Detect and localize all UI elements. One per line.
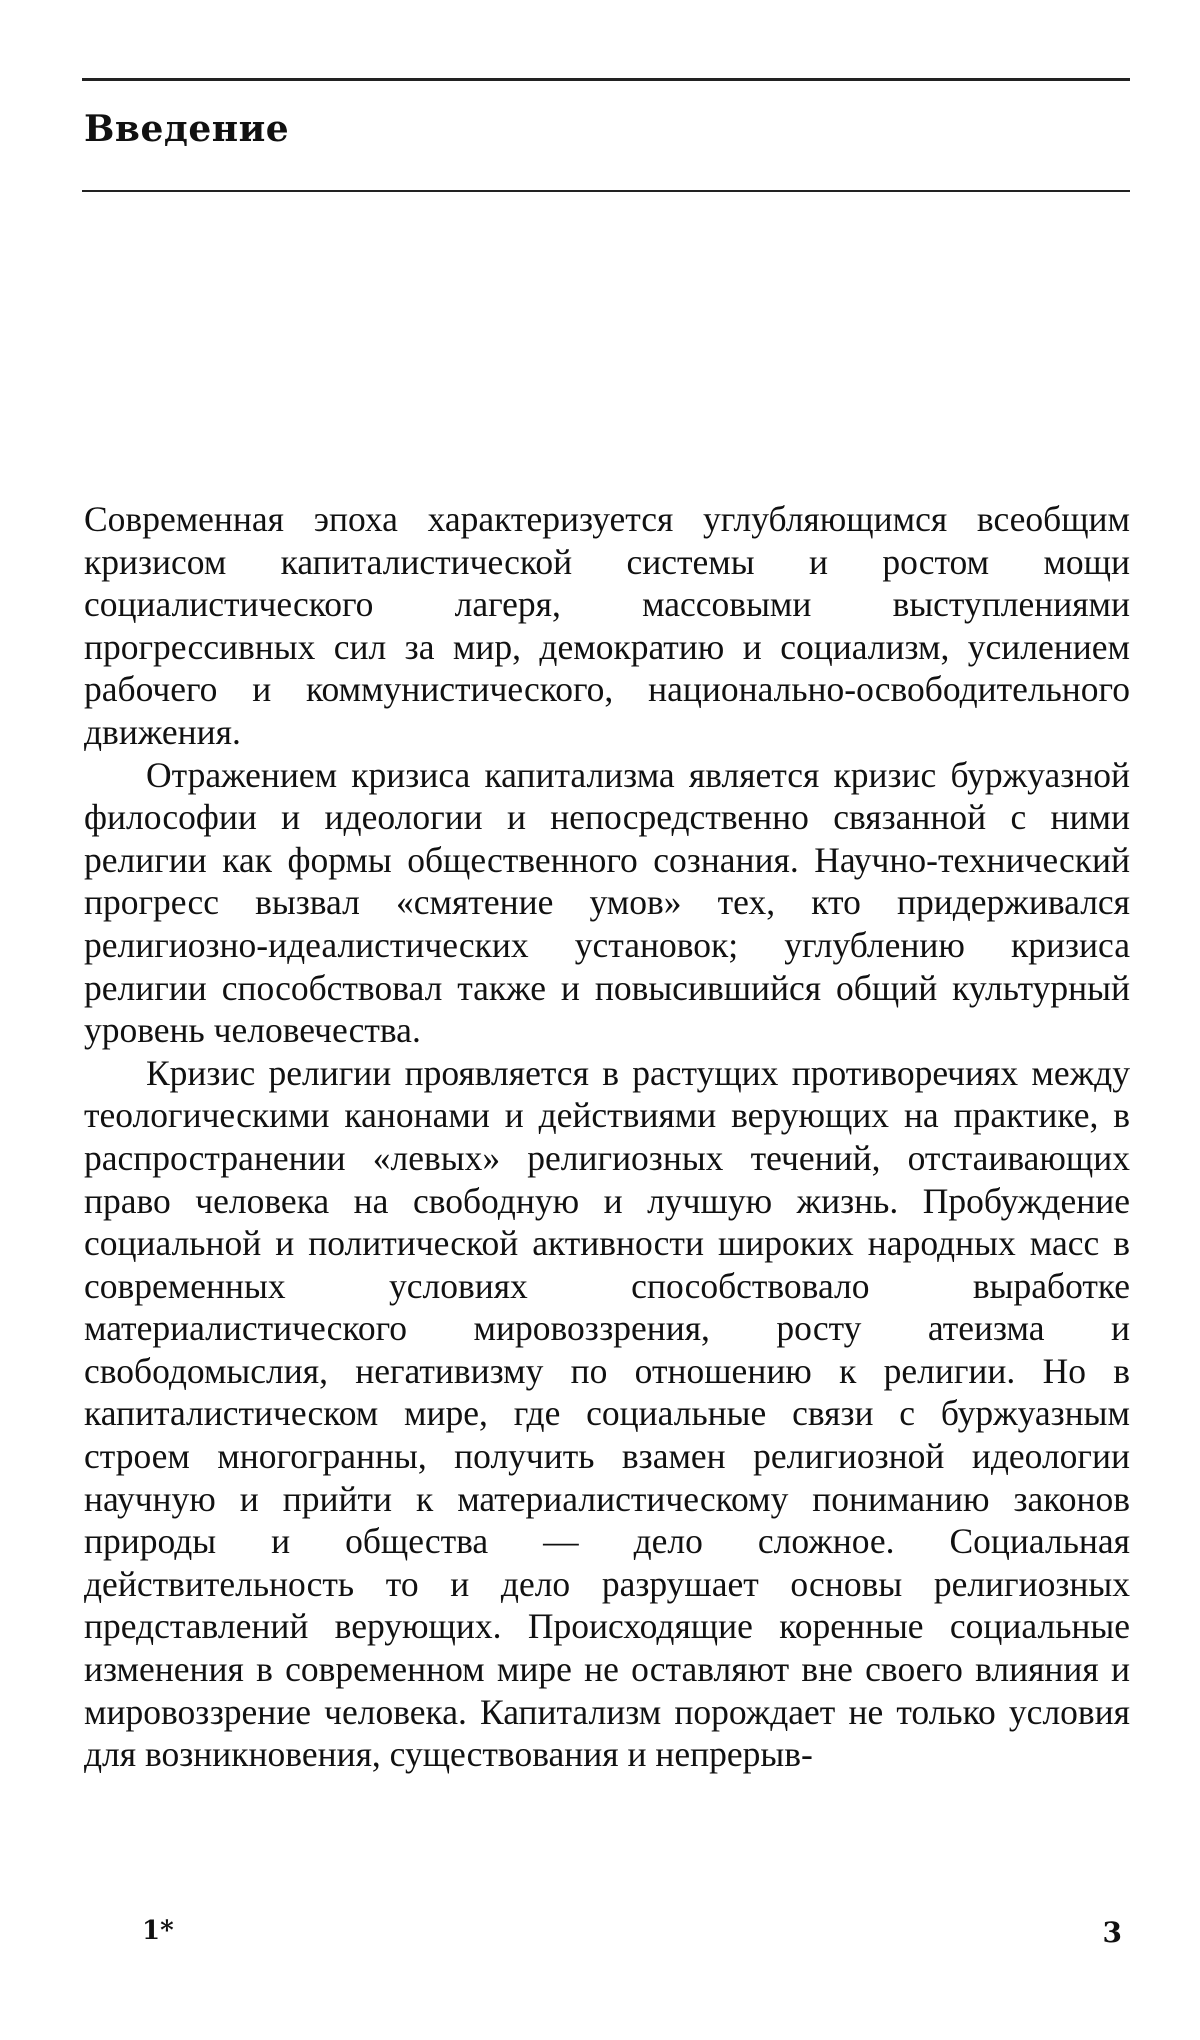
chapter-heading: Введение xyxy=(84,108,290,150)
printer-signature-mark: 1* xyxy=(142,1916,174,1946)
header-bottom-rule xyxy=(82,190,1130,192)
paragraph-2: Отражением кризиса капитализма является кризис буржуазной философии и идеологии и непосредственно связанной с ними религии как формы общественного сознания. Научно-технический прогресс вызвал «смятение умов» тех, кто придерживался религиозно-идеалистических установок; углублению кризиса религии способствовал также и повысившийся общий культурный уровень человечества. xyxy=(84,754,1130,1051)
header-top-rule xyxy=(82,78,1130,81)
body-text xyxy=(84,498,1130,1776)
page-number: 3 xyxy=(1102,1916,1122,1949)
paragraph-3: Кризис религии проявляется в растущих противоречиях между теологическими канонами и действиями верующих на практике, в распространении «левых» религиозных течений, отстаивающих право человека на свободную и лучшую жизнь. Пробуждение социальной и политической активности широких народных масс в современных условиях способствовало выработке материалистического мировоззрения, росту атеизма и свободомыслия, негативизму по отношению к религии. Но в капиталистическом мире, где социальные связи с буржуазным строем многогранны, получить взамен религиозной идеологии научную и прийти к материалистическому пониманию законов природы и общества — дело сложное. Социальная действительность то и дело разрушает основы религиозных представлений верующих. Происходящие коренные социальные изменения в современном мире не оставляют вне своего влияния и мировоззрение человека. Капитализм порождает не только условия для возникновения, существования и непрерыв- xyxy=(84,1052,1130,1775)
paragraph-1: Современная эпоха характеризуется углубляющимся всеобщим кризисом капиталистической системы и ростом мощи социалистического лагеря, массовыми выступлениями прогрессивных сил за мир, демократию и социализм, усилением рабочего и коммунистического, национально-освободительного движения. xyxy=(84,499,1130,752)
